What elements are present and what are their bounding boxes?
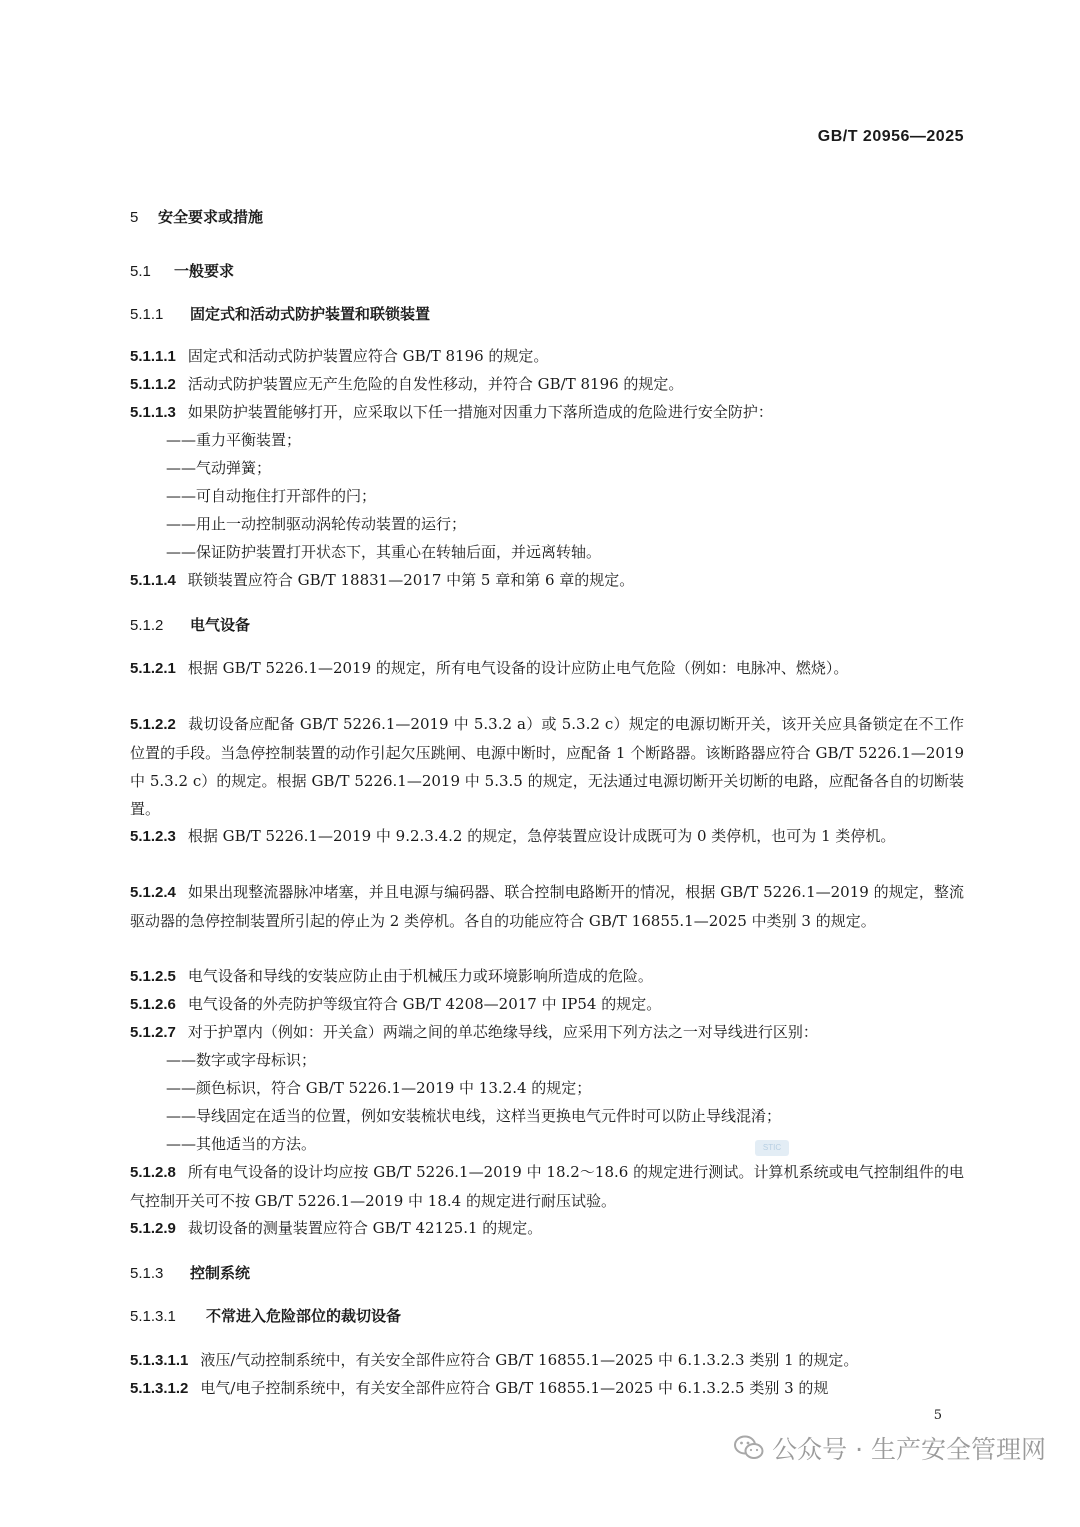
watermark-text: 公众号 · 生产安全管理网 <box>772 1435 1046 1464</box>
section-5-1-heading <box>130 260 234 281</box>
clause-5-1-2-2 <box>130 710 964 823</box>
section-5-1-1-heading <box>130 303 430 324</box>
clause-text: 电气设备的外壳防护等级宜符合 GB/T 4208—2017 中 IP54 的规定。 <box>187 995 662 1013</box>
clause-number: 5.1.1.3 <box>130 404 176 421</box>
clause-number: 5.1.2.2 <box>130 716 176 733</box>
clause-text: 固定式和活动式防护装置应符合 GB/T 8196 的规定。 <box>187 347 549 365</box>
list-item: ——气动弹簧； <box>166 459 272 477</box>
clause-5-1-3-1-2 <box>130 1374 964 1403</box>
section-number: 5.1 <box>130 263 151 280</box>
clause-text: 如果出现整流器脉冲堵塞，并且电源与编码器、联合控制电路断开的情况，根据 GB/T 5226.1—2019 的规定，整流驱动器的急停控制装置所引起的停止为 2 类停机。各自的功能应符合 GB/T 16855.1—2025 中类别 3 的规定。 <box>130 883 964 930</box>
section-5-1-3-1-heading <box>130 1305 401 1326</box>
section-title: 一般要求 <box>174 262 235 280</box>
section-title: 电气设备 <box>190 616 251 634</box>
clause-5-1-2-8 <box>130 1158 964 1215</box>
section-title: 不常进入危险部位的裁切设备 <box>206 1307 402 1325</box>
section-5-1-3-heading <box>130 1262 250 1283</box>
clause-text: 液压/气动控制系统中，有关安全部件应符合 GB/T 16855.1—2025 中 6.1.3.2.3 类别 1 的规定。 <box>200 1351 859 1369</box>
list-item: ——颜色标识，符合 GB/T 5226.1—2019 中 13.2.4 的规定； <box>166 1079 592 1097</box>
section-5-heading <box>130 206 263 227</box>
section-number: 5 <box>130 209 139 226</box>
clause-number: 5.1.2.3 <box>130 828 176 845</box>
list-item: ——数字或字母标识； <box>166 1051 317 1069</box>
section-title: 固定式和活动式防护装置和联锁装置 <box>190 305 431 323</box>
clause-5-1-1-4 <box>130 566 964 595</box>
section-5-1-2-heading <box>130 614 250 635</box>
clause-text: 联锁装置应符合 GB/T 18831—2017 中第 5 章和第 6 章的规定。 <box>187 571 635 589</box>
clause-text: 电气/电子控制系统中，有关安全部件应符合 GB/T 16855.1—2025 中 6.1.3.2.5 类别 3 的规 <box>200 1379 829 1397</box>
page-number: 5 <box>933 1408 942 1423</box>
list-item: ——其他适当的方法。 <box>166 1135 317 1153</box>
clause-text: 根据 GB/T 5226.1—2019 中 9.2.3.4.2 的规定，急停装置应设计成既可为 0 类停机，也可为 1 类停机。 <box>187 827 896 845</box>
section-title: 控制系统 <box>190 1264 251 1282</box>
list-item: ——导线固定在适当的位置，例如安装梳状电线，这样当更换电气元件时可以防止导线混淆； <box>166 1107 782 1125</box>
clause-5-1-2-4 <box>130 878 964 935</box>
section-number: 5.1.3 <box>130 1265 164 1282</box>
clause-text: 对于护罩内（例如：开关盒）两端之间的单芯绝缘导线，应采用下列方法之一对导线进行区别： <box>187 1023 818 1041</box>
clause-number: 5.1.2.7 <box>130 1024 176 1041</box>
clause-number: 5.1.2.4 <box>130 884 176 901</box>
clause-number: 5.1.3.1.2 <box>130 1380 189 1397</box>
clause-5-1-1-1 <box>130 342 964 371</box>
clause-number: 5.1.2.1 <box>130 660 176 677</box>
section-number: 5.1.1 <box>130 306 164 323</box>
clause-text: 电气设备和导线的安装应防止由于机械压力或环境影响所造成的危险。 <box>187 967 653 985</box>
clause-5-1-2-5 <box>130 962 964 991</box>
clause-text: 活动式防护装置应无产生危险的自发性移动，并符合 GB/T 8196 的规定。 <box>187 375 684 393</box>
section-number: 5.1.2 <box>130 617 164 634</box>
clause-number: 5.1.2.9 <box>130 1220 176 1237</box>
list-item: ——可自动拖住打开部件的闩； <box>166 487 377 505</box>
section-number: 5.1.3.1 <box>130 1308 176 1325</box>
clause-5-1-2-6 <box>130 990 964 1019</box>
clause-number: 5.1.1.1 <box>130 348 176 365</box>
clause-number: 5.1.1.2 <box>130 376 176 393</box>
watermark <box>734 1430 1046 1466</box>
clause-text: 如果防护装置能够打开，应采取以下任一措施对因重力下落所造成的危险进行安全防护： <box>187 403 773 421</box>
wechat-icon <box>734 1435 764 1461</box>
clause-number: 5.1.2.6 <box>130 996 176 1013</box>
clause-5-1-3-1-1 <box>130 1346 964 1375</box>
standard-id: GB/T 20956—2025 <box>817 128 964 145</box>
list-item: ——重力平衡装置； <box>166 431 302 449</box>
clause-text: 裁切设备的测量装置应符合 GB/T 42125.1 的规定。 <box>187 1219 543 1237</box>
clause-5-1-2-7 <box>130 1018 964 1047</box>
stamp-logo: STIC <box>755 1140 789 1156</box>
clause-5-1-1-3 <box>130 398 964 427</box>
clause-5-1-2-9 <box>130 1214 964 1243</box>
clause-5-1-2-3 <box>130 822 964 851</box>
clause-number: 5.1.2.5 <box>130 968 176 985</box>
clause-text: 所有电气设备的设计均应按 GB/T 5226.1—2019 中 18.2～18.6 的规定进行测试。计算机系统或电气控制组件的电气控制开关可不按 GB/T 5226.1—2019 中 18.4 的规定进行耐压试验。 <box>130 1163 964 1210</box>
clause-number: 5.1.3.1.1 <box>130 1352 189 1369</box>
clause-5-1-2-1 <box>130 654 964 683</box>
clause-number: 5.1.2.8 <box>130 1164 176 1181</box>
clause-number: 5.1.1.4 <box>130 572 176 589</box>
clause-text: 裁切设备应配备 GB/T 5226.1—2019 中 5.3.2 a）或 5.3.2 c）规定的电源切断开关，该开关应具备锁定在不工作位置的手段。当急停控制装置的动作引起欠压跳闸、电源中断时，应配备 1 个断路器。该断路器应符合 GB/T 5226.1—2019 中 5.3.2 c）的规定。根据 GB/T 5226.1—2019 中 5.3.5 的规定，无法通过电源切断开关切断的电路，应配备各自的切断装置。 <box>130 715 964 818</box>
list-item: ——用止一动控制驱动涡轮传动装置的运行； <box>166 515 467 533</box>
clause-5-1-1-2 <box>130 370 964 399</box>
clause-text: 根据 GB/T 5226.1—2019 的规定，所有电气设备的设计应防止电气危险（例如：电脉冲、燃烧）。 <box>187 659 849 677</box>
list-item: ——保证防护装置打开状态下，其重心在转轴后面，并远离转轴。 <box>166 543 602 561</box>
section-title: 安全要求或措施 <box>158 208 264 226</box>
